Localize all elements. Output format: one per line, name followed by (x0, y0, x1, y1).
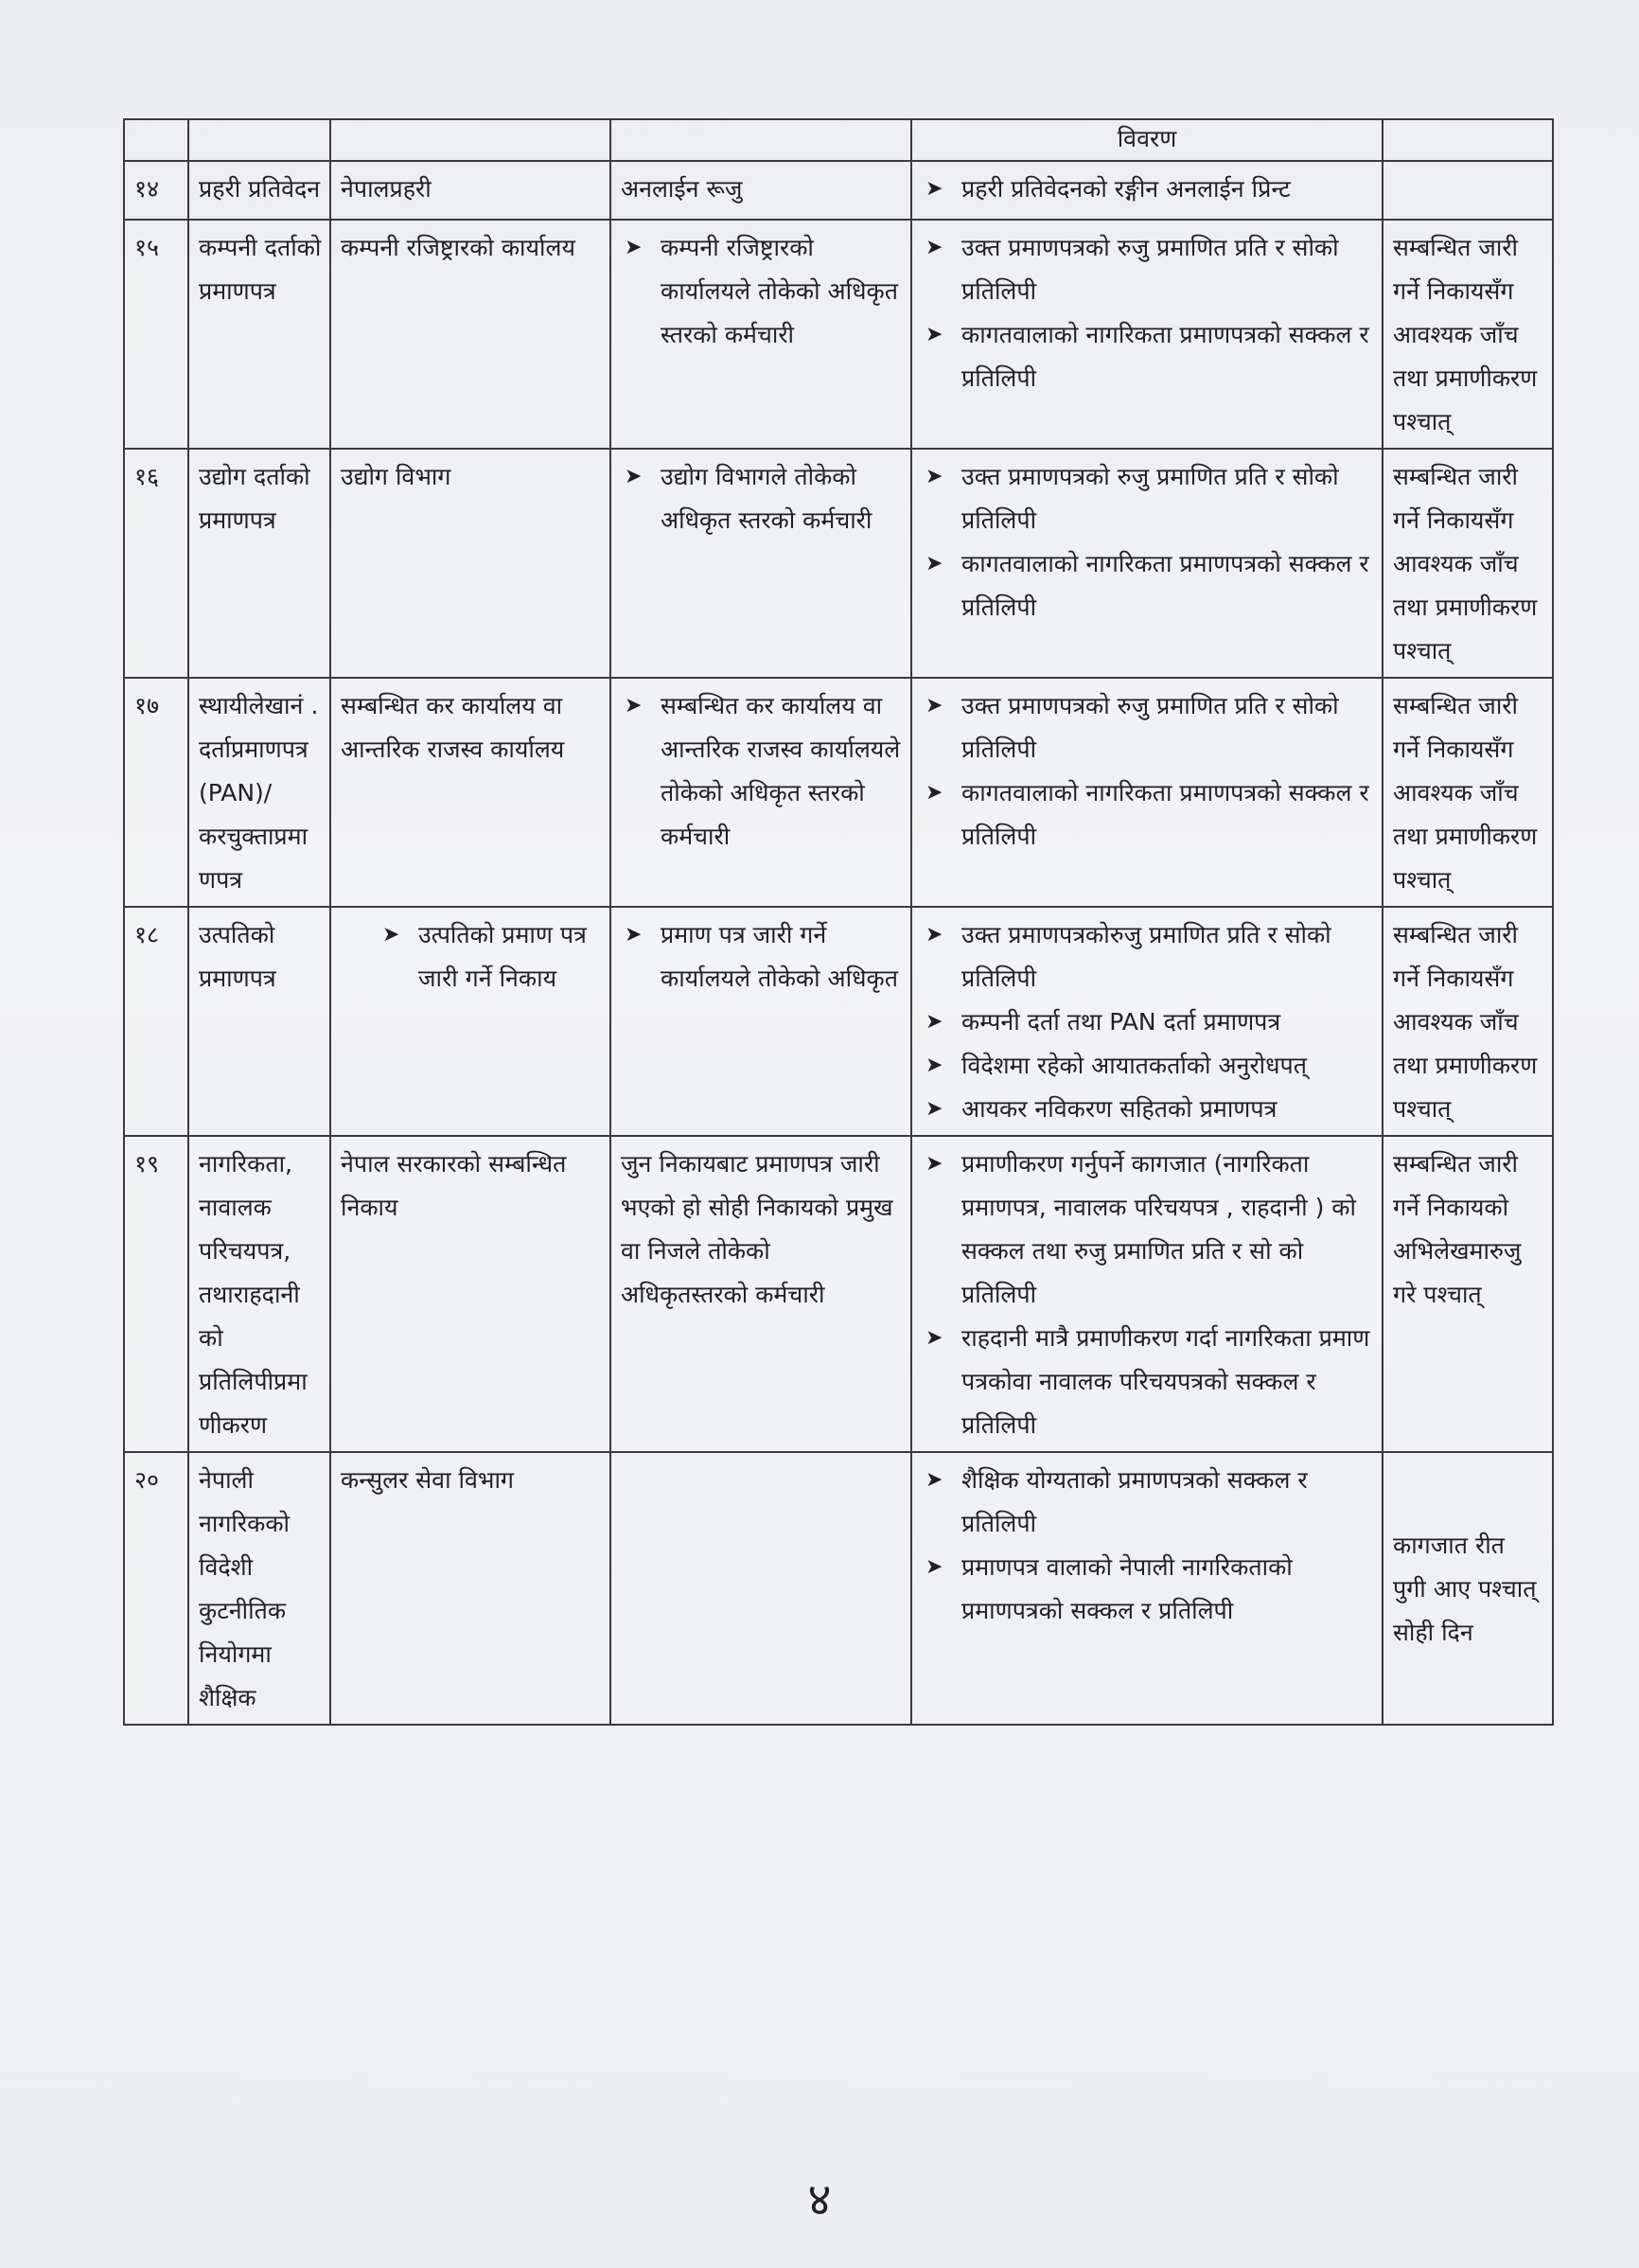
remarks: कागजात रीत पुगी आए पश्चात् सोही दिन (1383, 1452, 1553, 1725)
authority-item (621, 455, 903, 542)
arrow-bullet-icon: ➤ (925, 177, 943, 201)
header-cell (610, 119, 911, 161)
detail-item-text: प्रमाणीकरण गर्नुपर्ने कागजात (नागरिकता प्रमाणपत्र, नावालक परिचयपत्र , राहदानी ) को सक्कल तथा रुजु प्रमाणित प्रति र सो को प्रतिलिपी (961, 1150, 1356, 1308)
detail-item (922, 455, 1374, 542)
details (911, 449, 1383, 678)
header-cell (124, 119, 188, 161)
row-number: १५ (124, 220, 188, 449)
issuing-office: नेपाल सरकारको सम्बन्धित निकाय (330, 1136, 610, 1452)
table-row (124, 907, 1553, 1136)
remarks: सम्बन्धित जारी गर्ने निकायसँग आवश्यक जाँच तथा प्रमाणीकरण पश्चात् (1383, 220, 1553, 449)
detail-item-text: राहदानी मात्रै प्रमाणीकरण गर्दा नागरिकता प्रमाण पत्रकोवा नावालक परिचयपत्रको सक्कल र प्रतिलिपी (961, 1324, 1370, 1439)
table-row (124, 1136, 1553, 1452)
authority-item-list (621, 455, 903, 542)
details (911, 1136, 1383, 1452)
office-list (379, 913, 602, 1001)
detail-item-list (922, 455, 1374, 629)
authority-item (621, 226, 903, 357)
detail-item-text: कागतवालाको नागरिकता प्रमाणपत्रको सक्कल र प्रतिलिपी (961, 321, 1369, 392)
header-cell (330, 119, 610, 161)
row-number: १४ (124, 161, 188, 220)
header-cell (1383, 119, 1553, 161)
header-cell (188, 119, 330, 161)
detail-item (922, 1044, 1374, 1088)
authority-item-list (621, 226, 903, 357)
authorized-official (610, 220, 911, 449)
remarks: सम्बन्धित जारी गर्ने निकायसँग आवश्यक जाँच तथा प्रमाणीकरण पश्चात् (1383, 449, 1553, 678)
issuing-office: नेपालप्रहरी (330, 161, 610, 220)
authorized-official (610, 1136, 911, 1452)
arrow-bullet-icon: ➤ (925, 1010, 943, 1034)
detail-item-text: प्रमाणपत्र वालाको नेपाली नागरिकताको प्रमाणपत्रको सक्कल र प्रतिलिपी (961, 1553, 1293, 1624)
detail-item (922, 771, 1374, 859)
detail-item-text: कागतवालाको नागरिकता प्रमाणपत्रको सक्कल र प्रतिलिपी (961, 550, 1369, 621)
arrow-bullet-icon: ➤ (925, 465, 943, 488)
detail-item-list (922, 913, 1374, 1131)
issuing-office: कन्सुलर सेवा विभाग (330, 1452, 610, 1725)
details (911, 678, 1383, 907)
detail-item (922, 684, 1374, 771)
detail-item-list (922, 1459, 1374, 1633)
detail-item-list (922, 1143, 1374, 1447)
detail-item-text: उक्त प्रमाणपत्रको रुजु प्रमाणित प्रति र सोको प्रतिलिपी (961, 463, 1339, 534)
authority-item-text: सम्बन्धित कर कार्यालय वा आन्तरिक राजस्व कार्यालयले तोकेको अधिकृत स्तरको कर्मचारी (661, 692, 901, 850)
detail-item-text: शैक्षिक योग्यताको प्रमाणपत्रको सक्कल र प्रतिलिपी (961, 1466, 1308, 1537)
arrow-bullet-icon: ➤ (925, 1054, 943, 1077)
detail-item-text: उक्त प्रमाणपत्रको रुजु प्रमाणित प्रति र सोको प्रतिलिपी (961, 692, 1339, 763)
issuing-office: सम्बन्धित कर कार्यालय वा आन्तरिक राजस्व कार्यालय (330, 678, 610, 907)
arrow-bullet-icon: ➤ (925, 923, 943, 947)
arrow-bullet-icon: ➤ (925, 1097, 943, 1121)
details (911, 1452, 1383, 1725)
arrow-bullet-icon: ➤ (625, 236, 643, 259)
authorized-official (610, 1452, 911, 1725)
detail-item (922, 1459, 1374, 1546)
services-table (123, 118, 1554, 1726)
arrow-bullet-icon: ➤ (925, 781, 943, 805)
document-name: उत्पतिको प्रमाणपत्र (188, 907, 330, 1136)
arrow-bullet-icon: ➤ (382, 923, 400, 947)
details (911, 907, 1383, 1136)
document-name: कम्पनी दर्ताको प्रमाणपत्र (188, 220, 330, 449)
detail-item (922, 1317, 1374, 1447)
detail-item (922, 542, 1374, 629)
authority-item (621, 913, 903, 1001)
authority-text: जुन निकायबाट प्रमाणपत्र जारी भएको हो सोही निकायको प्रमुख वा निजले तोकेको अधिकृतस्तरको कर्मचारी (621, 1150, 893, 1308)
arrow-bullet-icon: ➤ (925, 1555, 943, 1579)
office-text: उत्पतिको प्रमाण पत्र जारी गर्ने निकाय (418, 921, 587, 992)
authority-text: अनलाईन रूजु (621, 175, 743, 203)
table-row (124, 220, 1553, 449)
document-name: स्थायीलेखानं . दर्ताप्रमाणपत्र (PAN)/ करचुक्ताप्रमाणपत्र (188, 678, 330, 907)
document-name: नेपाली नागरिकको विदेशी कुटनीतिक नियोगमा शैक्षिक (188, 1452, 330, 1725)
arrow-bullet-icon: ➤ (625, 465, 643, 488)
arrow-bullet-icon: ➤ (925, 323, 943, 346)
detail-item (922, 1001, 1374, 1044)
detail-item (922, 1546, 1374, 1633)
detail-item-text: विदेशमा रहेको आयातकर्ताको अनुरोधपत् (961, 1052, 1307, 1079)
authority-item-text: उद्योग विभागले तोकेको अधिकृत स्तरको कर्मचारी (661, 463, 872, 534)
office-item (379, 913, 602, 1001)
authority-item-text: प्रमाण पत्र जारी गर्ने कार्यालयले तोकेको अधिकृत (661, 921, 898, 992)
detail-item-text: उक्त प्रमाणपत्रकोरुजु प्रमाणित प्रति र सोको प्रतिलिपी (961, 921, 1331, 992)
page-number: ४ (807, 2173, 832, 2226)
table-row (124, 678, 1553, 907)
row-number: १८ (124, 907, 188, 1136)
detail-item (922, 313, 1374, 400)
authorized-official (610, 161, 911, 220)
authority-item-list (621, 684, 903, 859)
arrow-bullet-icon: ➤ (625, 923, 643, 947)
details (911, 161, 1383, 220)
table-row (124, 161, 1553, 220)
table-row (124, 449, 1553, 678)
document-name: नागरिकता, नावालक परिचयपत्र, तथाराहदानी को प्रतिलिपीप्रमाणीकरण (188, 1136, 330, 1452)
arrow-bullet-icon: ➤ (925, 1152, 943, 1176)
detail-item-list (922, 684, 1374, 859)
detail-item (922, 226, 1374, 313)
arrow-bullet-icon: ➤ (925, 1468, 943, 1492)
remarks: सम्बन्धित जारी गर्ने निकायसँग आवश्यक जाँच तथा प्रमाणीकरण पश्चात् (1383, 678, 1553, 907)
issuing-office (330, 907, 610, 1136)
arrow-bullet-icon: ➤ (925, 694, 943, 718)
detail-item (922, 1088, 1374, 1131)
authorized-official (610, 907, 911, 1136)
remarks: सम्बन्धित जारी गर्ने निकायसँग आवश्यक जाँच तथा प्रमाणीकरण पश्चात् (1383, 907, 1553, 1136)
arrow-bullet-icon: ➤ (925, 236, 943, 259)
row-number: १९ (124, 1136, 188, 1452)
issuing-office: कम्पनी रजिष्ट्रारको कार्यालय (330, 220, 610, 449)
detail-item (922, 1143, 1374, 1317)
authorized-official (610, 449, 911, 678)
arrow-bullet-icon: ➤ (925, 1326, 943, 1350)
document-name: प्रहरी प्रतिवेदन (188, 161, 330, 220)
detail-item (922, 168, 1374, 211)
table-row (124, 1452, 1553, 1725)
arrow-bullet-icon: ➤ (625, 694, 643, 718)
remarks (1383, 161, 1553, 220)
authority-item-list (621, 913, 903, 1001)
detail-item-text: कम्पनी दर्ता तथा PAN दर्ता प्रमाणपत्र (961, 1008, 1281, 1036)
detail-item-text: उक्त प्रमाणपत्रको रुजु प्रमाणित प्रति र सोको प्रतिलिपी (961, 234, 1339, 305)
table-header-row (124, 119, 1553, 161)
row-number: १६ (124, 449, 188, 678)
authorized-official (610, 678, 911, 907)
remarks: सम्बन्धित जारी गर्ने निकायको अभिलेखमारुजु गरे पश्चात् (1383, 1136, 1553, 1452)
detail-item-list (922, 168, 1374, 211)
detail-item-text: प्रहरी प्रतिवेदनको रङ्गीन अनलाईन प्रिन्ट (961, 175, 1291, 203)
detail-item-text: कागतवालाको नागरिकता प्रमाणपत्रको सक्कल र प्रतिलिपी (961, 779, 1369, 850)
row-number: १७ (124, 678, 188, 907)
detail-item-list (922, 226, 1374, 400)
arrow-bullet-icon: ➤ (925, 552, 943, 576)
header-details: विवरण (911, 119, 1383, 161)
issuing-office: उद्योग विभाग (330, 449, 610, 678)
row-number: २० (124, 1452, 188, 1725)
document-name: उद्योग दर्ताको प्रमाणपत्र (188, 449, 330, 678)
details (911, 220, 1383, 449)
authority-item (621, 684, 903, 859)
authority-item-text: कम्पनी रजिष्ट्रारको कार्यालयले तोकेको अधिकृत स्तरको कर्मचारी (661, 234, 898, 348)
detail-item-text: आयकर नविकरण सहितको प्रमाणपत्र (961, 1095, 1278, 1123)
detail-item (922, 913, 1374, 1001)
